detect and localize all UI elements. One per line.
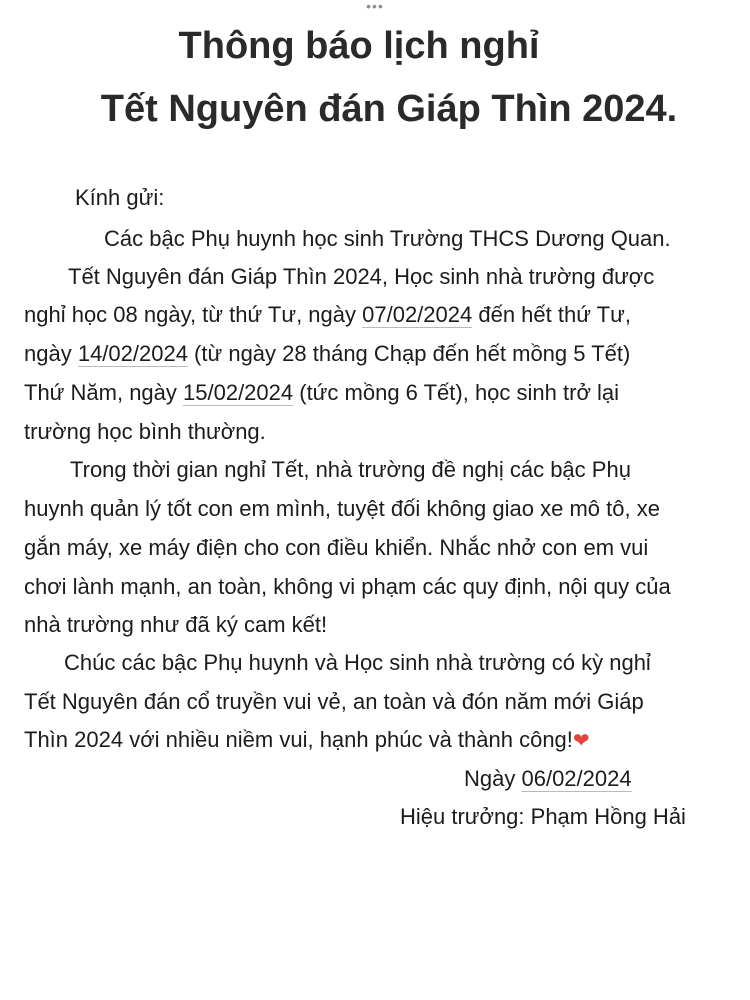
more-options-icon[interactable]: •••: [366, 0, 384, 14]
letter-date: 06/02/2024: [521, 766, 632, 791]
paragraph-2-line-1: Trong thời gian nghỉ Tết, nhà trường đề nghị các bậc Phụ: [70, 457, 631, 482]
paragraph-2-line-3: gắn máy, xe máy điện cho con điều khiển. Nhắc nhở con em vui: [24, 535, 649, 560]
paragraph-1-line-5: trường học bình thường.: [24, 419, 266, 444]
paragraph-1-line-3: ngày 14/02/2024 (từ ngày 28 tháng Chạp đến hết mồng 5 Tết): [24, 341, 631, 366]
paragraph-2-line-4: chơi lành mạnh, an toàn, không vi phạm các quy định, nội quy của: [24, 574, 671, 599]
paragraph-2-line-2: huynh quản lý tốt con em mình, tuyệt đối không giao xe mô tô, xe: [24, 496, 660, 521]
page-title-line-2: Tết Nguyên đán Giáp Thìn 2024.: [100, 88, 678, 130]
paragraph-1-line-2: nghỉ học 08 ngày, từ thứ Tư, ngày 07/02/2024 đến hết thứ Tư,: [24, 302, 631, 327]
paragraph-2-line-5: nhà trường như đã ký cam kết!: [24, 612, 328, 637]
paragraph-3-line-1: Chúc các bậc Phụ huynh và Học sinh nhà trường có kỳ nghỉ: [64, 650, 651, 675]
paragraph-1-line-4: Thứ Năm, ngày 15/02/2024 (tức mồng 6 Tết), học sinh trở lại: [24, 380, 619, 405]
heart-icon: ❤: [572, 730, 590, 752]
date-start: 07/02/2024: [362, 302, 473, 327]
paragraph-1-line-1: Tết Nguyên đán Giáp Thìn 2024, Học sinh nhà trường được: [68, 264, 655, 289]
page-title-line-1: Thông báo lịch nghỉ: [178, 25, 540, 67]
date-return: 15/02/2024: [183, 380, 294, 405]
signature-date: Ngày 06/02/2024: [464, 766, 632, 791]
recipient: Các bậc Phụ huynh học sinh Trường THCS Dương Quan.: [104, 226, 671, 251]
date-end: 14/02/2024: [77, 341, 188, 366]
paragraph-3-line-3: Thìn 2024 với nhiều niềm vui, hạnh phúc và thành công!❤: [24, 727, 590, 752]
paragraph-3-line-2: Tết Nguyên đán cổ truyền vui vẻ, an toàn và đón năm mới Giáp: [24, 689, 644, 714]
greeting: Kính gửi:: [75, 185, 165, 210]
signer: Hiệu trưởng: Phạm Hồng Hải: [400, 804, 686, 829]
